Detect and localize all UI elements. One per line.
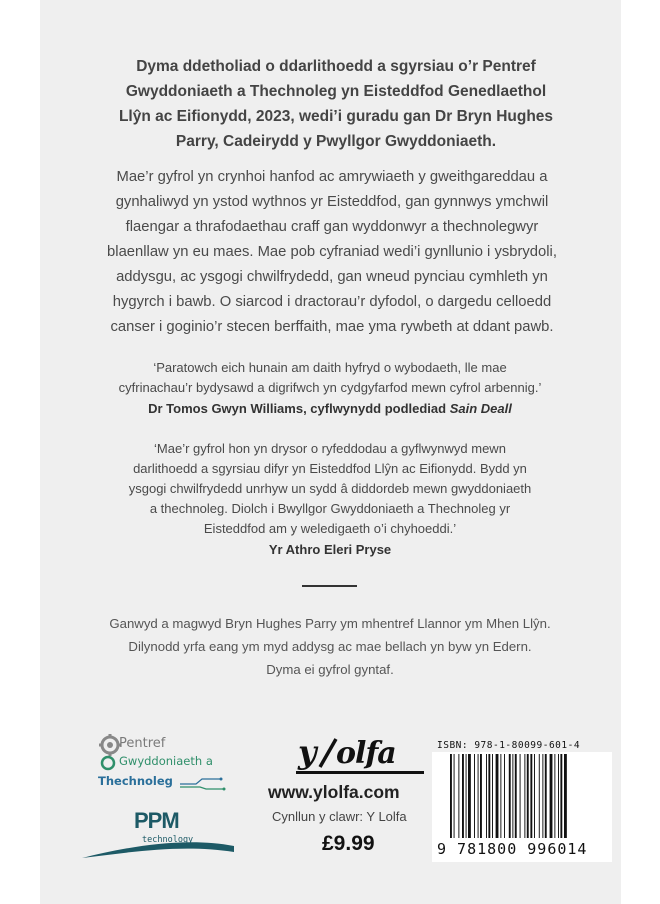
barcode-bar <box>462 754 464 838</box>
quote-line: ‘Mae’r gyfrol hon yn drysor o ryfeddodau a gyflwynwyd mewn <box>154 441 506 456</box>
description-line: flaengar a thrafodaethau craff gan wyddonwyr a thechnolegwyr <box>125 219 539 235</box>
intro-paragraph <box>96 54 576 154</box>
svg-text:olfa: olfa <box>336 736 396 771</box>
ylolfa-wordmark <box>296 733 426 773</box>
barcode-bar <box>542 754 543 838</box>
ppm-technology-logo <box>82 808 237 858</box>
quote-line: Eisteddfod am y weledigaeth o’i chyhoeddi.’ <box>203 521 457 536</box>
endorsement-quote-2 <box>80 439 580 560</box>
barcode-bar <box>492 754 493 838</box>
quote-attribution: Yr Athro Eleri Pryse <box>268 542 392 557</box>
barcode-bar <box>450 754 452 838</box>
barcode-bar <box>539 754 540 838</box>
barcode-bar <box>520 754 521 838</box>
intro-line: Dyma ddetholiad o ddarlithoedd a sgyrsiau o’r Pentref <box>136 58 536 75</box>
endorsement-quote-1 <box>80 358 580 419</box>
description-paragraph <box>90 165 574 340</box>
price: £9.99 <box>322 832 375 855</box>
intro-line: Gwyddoniaeth a Thechnoleg yn Eisteddfod Genedlaethol <box>125 83 547 100</box>
barcode-bar <box>564 754 567 838</box>
quote-line: ysgogi chwilfrydedd unrhyw un sydd â diddordeb mewn gwyddoniaeth <box>128 481 532 496</box>
pentref-title: Pentref <box>119 736 166 751</box>
quote-line: darlithoedd a sgyrsiau difyr yn Eisteddfod Llŷn ac Eifionydd. Bydd yn <box>133 461 527 476</box>
barcode-bar <box>488 754 490 838</box>
barcode-bar <box>554 754 555 838</box>
quote-line: a thechnoleg. Diolch i Bwyllgor Gwyddoniaeth a Thechnoleg yr <box>149 501 511 516</box>
intro-line: Llŷn ac Eifionydd, 2023, wedi’i guradu gan Dr Bryn Hughes <box>118 108 554 125</box>
description-line: Mae’r gyfrol yn crynhoi hanfod ac amrywiaeth y gweithgareddau a <box>116 169 548 185</box>
barcode-bar <box>558 754 559 838</box>
barcode-bar <box>496 754 499 838</box>
pentref-logo <box>98 733 238 799</box>
bio-line: Dilynodd yrfa eang ym myd addysg ac mae bellach yn byw yn Edern. <box>128 639 532 654</box>
pentref-subtitle-2: Thechnoleg <box>98 774 173 788</box>
barcode-bar <box>478 754 479 838</box>
description-line: blaenllaw yn eu maes. Mae pob cyfraniad wedi’i gynllunio i ysbrydoli, <box>107 244 557 260</box>
quote-attribution <box>80 399 580 419</box>
barcode-bar <box>468 754 471 838</box>
section-divider <box>302 585 357 587</box>
barcode-bar <box>454 754 455 838</box>
quote-line: cyfrinachau’r bydysawd a digrifwch yn cydgyfarfod mewn cyfrol arbennig.’ <box>118 380 542 395</box>
podcast-title: Sain Deall <box>449 401 512 416</box>
barcode-bar <box>527 754 529 838</box>
description-line: addysgu, ac ysgogi chwilfrydedd, gan wneud pynciau cymhleth yn <box>116 269 548 285</box>
description-line: hygyrch i bawb. O siarcod i dractorau’r dyfodol, o dargedu celloedd <box>112 294 552 310</box>
barcode-bar <box>480 754 482 838</box>
barcode-bar <box>486 754 487 838</box>
barcode-bar <box>466 754 467 838</box>
isbn-label: ISBN: 978-1-80099-601-4 <box>437 740 581 751</box>
barcode-bar <box>515 754 517 838</box>
barcode-bar <box>530 754 532 838</box>
circuit-icon <box>180 777 226 791</box>
barcode-bars <box>446 754 606 840</box>
barcode-bar <box>474 754 475 838</box>
barcode-bar <box>545 754 547 838</box>
barcode-bar <box>512 754 513 838</box>
intro-line: Parry, Cadeirydd y Pwyllgor Gwyddoniaeth. <box>175 133 497 150</box>
barcode-bar <box>550 754 553 838</box>
barcode-bar <box>534 754 535 838</box>
barcode-bar <box>509 754 511 838</box>
description-line: canser i goginio’r stecen berffaith, mae yma rywbeth at ddant pawb. <box>110 319 554 335</box>
bio-line: Ganwyd a magwyd Bryn Hughes Parry ym mhentref Llannor ym Mhen Llŷn. <box>109 616 551 631</box>
barcode-digits: 9 781800 996014 <box>437 840 588 858</box>
ppm-wordmark: PPM <box>134 808 179 833</box>
barcode-bar <box>458 754 459 838</box>
quote-author: Dr Tomos Gwyn Williams, cyflwynydd podlediad <box>148 401 447 416</box>
ylolfa-logo <box>296 733 426 773</box>
pentref-subtitle: Gwyddoniaeth a <box>119 754 213 768</box>
ylolfa-underline <box>296 771 424 774</box>
barcode-bar <box>560 754 562 838</box>
description-line: gynhaliwyd yn ystod wythnos yr Eisteddfod, gan gynnwys ymchwil <box>115 194 549 210</box>
svg-text:y: y <box>298 733 316 771</box>
barcode-bar <box>500 754 501 838</box>
publisher-website: www.ylolfa.com <box>268 782 400 802</box>
author-bio <box>80 612 580 681</box>
ppm-tagline: technology <box>142 835 194 845</box>
bio-line: Dyma ei gyfrol gyntaf. <box>266 662 394 677</box>
barcode-bar <box>504 754 505 838</box>
quote-line: ‘Paratowch eich hunain am daith hyfryd o wybodaeth, lle mae <box>153 360 507 375</box>
cover-design-credit: Cynllun y clawr: Y Lolfa <box>272 809 407 824</box>
barcode-bar <box>524 754 525 838</box>
